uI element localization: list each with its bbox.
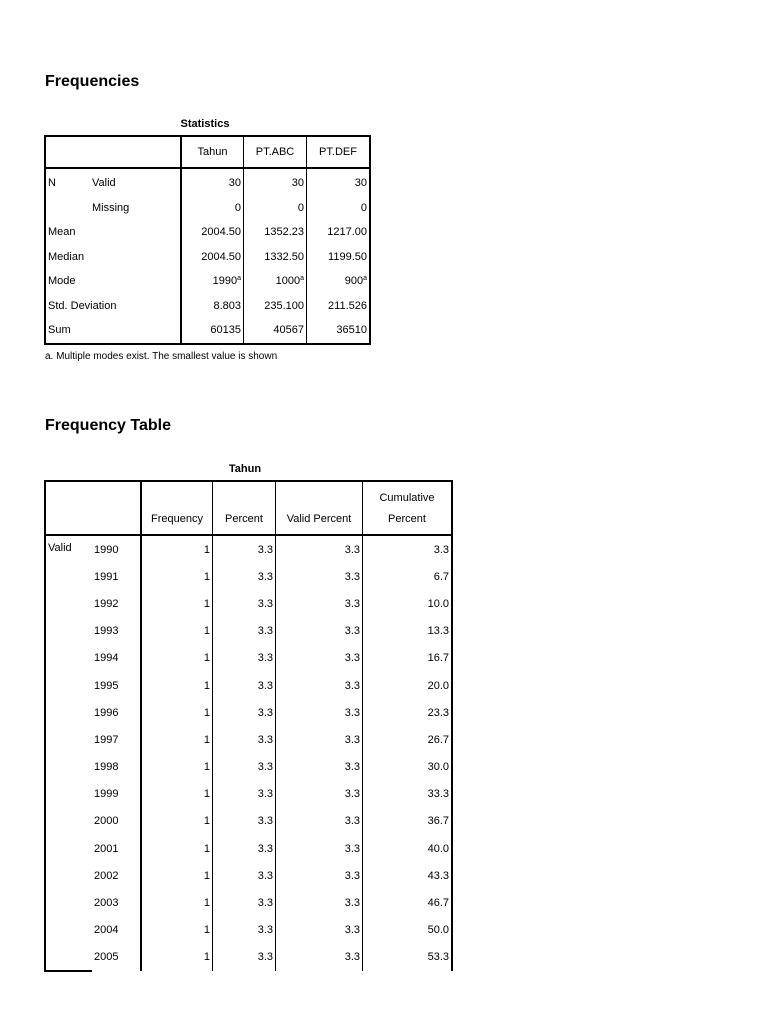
year-cell: 1999: [94, 788, 119, 801]
statistics-row: [45, 220, 370, 245]
mode-value: 1000: [275, 275, 301, 288]
frequency-cell: 1: [141, 618, 213, 645]
statistics-caption: Statistics: [180, 118, 230, 130]
stat-value: 235.100: [244, 294, 307, 319]
year-cell: 2002: [94, 869, 119, 882]
year-cell: 1990: [94, 543, 119, 556]
statistics-row: [45, 318, 370, 344]
tahun-caption: Tahun: [228, 463, 262, 475]
percent-cell: 3.3: [213, 862, 276, 889]
col-header: PT.ABC: [244, 136, 307, 168]
table-row: [45, 645, 452, 672]
valid-percent-cell: 3.3: [276, 726, 363, 753]
percent-cell: 3.3: [213, 889, 276, 916]
valid-percent-cell: 3.3: [276, 889, 363, 916]
stat-value: 1332.50: [244, 245, 307, 270]
cumulative-percent-cell: 33.3: [363, 781, 453, 808]
stub-header: [45, 136, 92, 168]
frequency-cell: 1: [141, 754, 213, 781]
frequency-cell: 1: [141, 699, 213, 726]
cumulative-percent-cell: 30.0: [363, 754, 453, 781]
row-label: Sum: [48, 324, 71, 337]
cumulative-percent-cell: 26.7: [363, 726, 453, 753]
stub-sub-header: [92, 136, 181, 168]
table-row: [45, 917, 452, 944]
stat-value: 0: [307, 196, 371, 221]
valid-percent-cell: 3.3: [276, 672, 363, 699]
stub-header: [45, 481, 92, 535]
tahun-header-row: [45, 481, 452, 535]
stat-value: 30: [244, 168, 307, 196]
percent-cell: 3.3: [213, 535, 276, 563]
row-label: [45, 196, 92, 221]
col-header: Frequency: [141, 481, 213, 535]
year-cell: 1995: [94, 679, 119, 692]
percent-cell: 3.3: [213, 835, 276, 862]
tahun-frequency-table: [44, 480, 453, 972]
frequency-cell: 1: [141, 590, 213, 617]
table-row: [45, 944, 452, 971]
col-header: Valid Percent: [276, 481, 363, 535]
valid-percent-cell: 3.3: [276, 808, 363, 835]
row-label: Median: [48, 250, 85, 263]
frequency-cell: 1: [141, 535, 213, 563]
frequency-cell: 1: [141, 944, 213, 971]
valid-percent-cell: 3.3: [276, 835, 363, 862]
stat-value: 2004.50: [181, 245, 244, 270]
valid-percent-cell: 3.3: [276, 618, 363, 645]
mode-value: 900: [344, 275, 364, 288]
valid-percent-cell: 3.3: [276, 754, 363, 781]
stat-value: 30: [307, 168, 371, 196]
frequency-cell: 1: [141, 889, 213, 916]
percent-cell: 3.3: [213, 781, 276, 808]
year-cell: 2004: [94, 924, 119, 937]
year-cell: 1996: [94, 706, 119, 719]
statistics-footnote: a. Multiple modes exist. The smallest value is shown: [45, 351, 278, 362]
percent-cell: 3.3: [213, 590, 276, 617]
stat-value: [181, 269, 244, 294]
stat-value: 1217.00: [307, 220, 371, 245]
frequency-cell: 1: [141, 781, 213, 808]
stat-value: 36510: [307, 318, 371, 344]
table-row: [45, 889, 452, 916]
percent-cell: 3.3: [213, 563, 276, 590]
percent-cell: 3.3: [213, 699, 276, 726]
percent-cell: 3.3: [213, 618, 276, 645]
year-cell: 1991: [94, 570, 119, 583]
frequency-table-heading: Frequency Table: [45, 417, 171, 434]
row-sublabel: Valid: [92, 177, 116, 190]
percent-cell: 3.3: [213, 672, 276, 699]
stat-value: 30: [181, 168, 244, 196]
col-header: PT.DEF: [307, 136, 371, 168]
percent-cell: 3.3: [213, 944, 276, 971]
percent-cell: 3.3: [213, 726, 276, 753]
cumulative-percent-cell: 3.3: [363, 535, 453, 563]
table-row: [45, 808, 452, 835]
table-row: [45, 699, 452, 726]
row-label: Mean: [48, 226, 76, 239]
frequency-cell: 1: [141, 808, 213, 835]
valid-percent-cell: 3.3: [276, 917, 363, 944]
cumulative-percent-cell: 6.7: [363, 563, 453, 590]
frequency-cell: 1: [141, 862, 213, 889]
table-row: [45, 754, 452, 781]
stat-value: [244, 269, 307, 294]
statistics-row: [45, 168, 370, 196]
table-row: [45, 781, 452, 808]
valid-percent-cell: 3.3: [276, 862, 363, 889]
year-cell: 1992: [94, 597, 119, 610]
frequency-cell: 1: [141, 563, 213, 590]
table-row: [45, 535, 452, 563]
year-cell: 2001: [94, 842, 119, 855]
table-row: [45, 862, 452, 889]
stat-value: 211.526: [307, 294, 371, 319]
cumulative-percent-cell: 13.3: [363, 618, 453, 645]
frequency-cell: 1: [141, 835, 213, 862]
mode-value: 1990: [212, 275, 238, 288]
footnote-marker: a: [237, 275, 241, 283]
frequency-cell: 1: [141, 917, 213, 944]
statistics-row: [45, 269, 370, 294]
cumulative-percent-cell: 40.0: [363, 835, 453, 862]
row-label: N: [48, 177, 56, 190]
row-sublabel: Missing: [92, 201, 130, 214]
cumulative-percent-cell: 46.7: [363, 889, 453, 916]
percent-cell: 3.3: [213, 754, 276, 781]
valid-percent-cell: 3.3: [276, 645, 363, 672]
stub-sub-header: [92, 481, 141, 535]
table-row: [45, 618, 452, 645]
statistics-row: [45, 245, 370, 270]
cumulative-percent-cell: 20.0: [363, 672, 453, 699]
stat-value: 0: [244, 196, 307, 221]
cumulative-percent-cell: 43.3: [363, 862, 453, 889]
year-cell: 2000: [94, 815, 119, 828]
year-cell: 1994: [94, 652, 119, 665]
valid-percent-cell: 3.3: [276, 781, 363, 808]
percent-cell: 3.3: [213, 917, 276, 944]
cumulative-percent-cell: 16.7: [363, 645, 453, 672]
statistics-header-row: [45, 136, 370, 168]
year-cell: 2005: [94, 951, 119, 964]
stat-value: 8.803: [181, 294, 244, 319]
valid-percent-cell: 3.3: [276, 699, 363, 726]
year-cell: 1997: [94, 733, 119, 746]
cumulative-percent-cell: 53.3: [363, 944, 453, 971]
col-header: Tahun: [181, 136, 244, 168]
row-label: Mode: [48, 275, 76, 288]
table-row: [45, 726, 452, 753]
year-cell: 1998: [94, 761, 119, 774]
stat-value: 1199.50: [307, 245, 371, 270]
footnote-marker: a: [363, 275, 367, 283]
valid-percent-cell: 3.3: [276, 563, 363, 590]
stat-value: 1352.23: [244, 220, 307, 245]
stat-value: [307, 269, 371, 294]
year-cell: 1993: [94, 625, 119, 638]
table-row: [45, 563, 452, 590]
percent-cell: 3.3: [213, 808, 276, 835]
cumulative-percent-cell: 23.3: [363, 699, 453, 726]
stat-value: 60135: [181, 318, 244, 344]
valid-percent-cell: 3.3: [276, 590, 363, 617]
year-cell: 2003: [94, 897, 119, 910]
table-row: [45, 590, 452, 617]
percent-cell: 3.3: [213, 645, 276, 672]
table-row: [45, 672, 452, 699]
cumulative-percent-cell: 50.0: [363, 917, 453, 944]
col-header: Cumulative Percent: [363, 481, 453, 535]
frequencies-heading: Frequencies: [45, 73, 140, 90]
statistics-row: [45, 294, 370, 319]
stat-value: 40567: [244, 318, 307, 344]
statistics-table: [44, 135, 371, 345]
frequency-cell: 1: [141, 726, 213, 753]
cumulative-percent-cell: 36.7: [363, 808, 453, 835]
statistics-row: [45, 196, 370, 221]
frequency-cell: 1: [141, 645, 213, 672]
stat-value: 0: [181, 196, 244, 221]
valid-percent-cell: 3.3: [276, 535, 363, 563]
footnote-marker: a: [300, 275, 304, 283]
frequency-cell: 1: [141, 672, 213, 699]
col-header: Percent: [213, 481, 276, 535]
stat-value: 2004.50: [181, 220, 244, 245]
row-label: Std. Deviation: [48, 299, 117, 312]
cumulative-percent-cell: 10.0: [363, 590, 453, 617]
table-row: [45, 835, 452, 862]
group-label: Valid: [45, 535, 92, 971]
valid-percent-cell: 3.3: [276, 944, 363, 971]
